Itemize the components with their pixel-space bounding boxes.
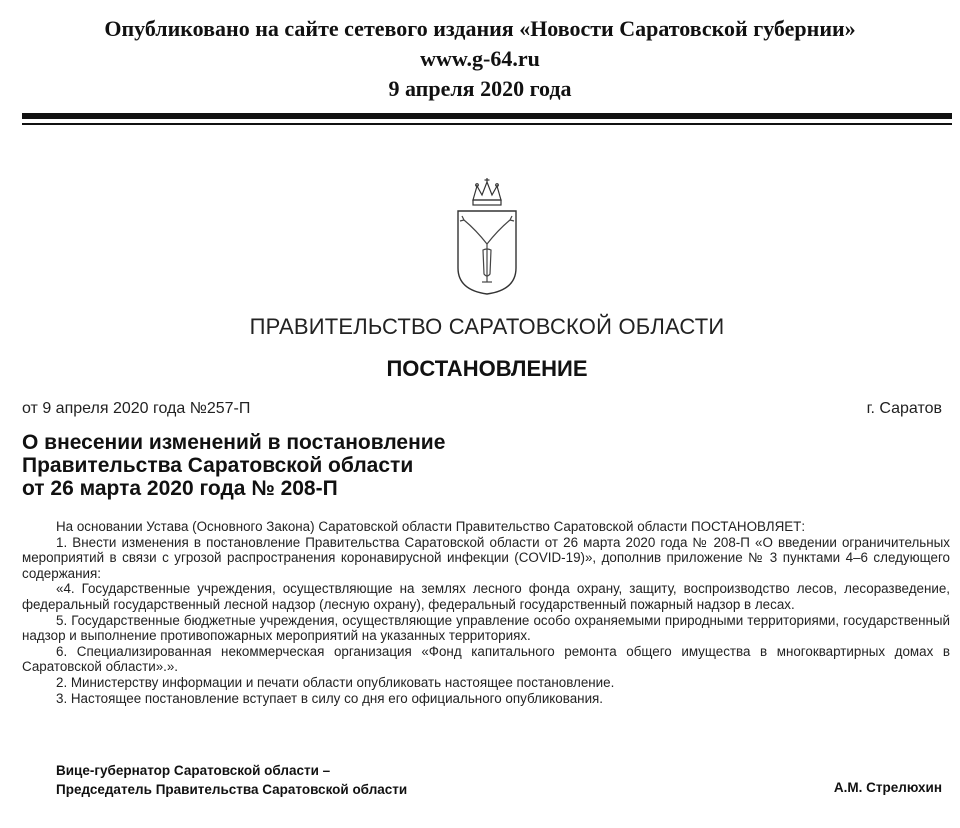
saratov-coat-of-arms-icon [446,178,528,301]
document-type: ПОСТАНОВЛЕНИЕ [386,356,588,381]
body-paragraph: 2. Министерству информации и печати области опубликовать настоящее постановление. [56,674,615,690]
signatory-position-line: Председатель Правительства Саратовской области [56,782,408,797]
signatory-position [56,761,407,799]
body-paragraph: 5. Государственные бюджетные учреждения, осуществляющие управление особо охраняемыми природными территориями, государственный надзор и выполнение противопожарных мероприятий на указанных территориях. [22,612,950,644]
decree-body [22,519,950,706]
signatory-position-line: Вице-губернатор Саратовской области – [56,763,331,778]
decree-city: г. Саратов [866,400,942,417]
government-title: ПРАВИТЕЛЬСТВО САРАТОВСКОЙ ОБЛАСТИ [249,314,725,339]
publication-date: 9 апреля 2020 года [388,76,572,101]
decree-title-line: О внесении изменений в постановление [22,431,446,454]
decree-title-line: Правительства Саратовской области [22,454,414,477]
decree-date-number: от 9 апреля 2020 года №257-П [22,400,251,417]
body-paragraph: 6. Специализированная некоммерческая организация «Фонд капитального ремонта общего имущества в многоквартирных домах в Саратовской области».». [22,643,950,675]
body-paragraph: 3. Настоящее постановление вступает в силу со дня его официального опубликования. [56,690,604,706]
body-paragraph: 1. Внести изменения в постановление Правительства Саратовской области от 26 марта 2020 года № 208-П «О введении ограничительных мероприятий в связи с угрозой распространения коронавирусной инфекции (COVID-19)», дополнив приложение № 3 пунктами 4–6 следующего содержания: [22,534,950,581]
body-paragraph: На основании Устава (Основного Закона) Саратовской области Правительство Саратовской области ПОСТАНОВЛЯЕТ: [56,519,806,534]
header-divider-thick [22,113,952,119]
decree-title-line: от 26 марта 2020 года № 208-П [22,477,338,500]
body-paragraph: «4. Государственные учреждения, осуществляющие на землях лесного фонда охрану, защиту, воспроизводство лесов, лесоразведение, федеральный государственный лесной надзор (лесную охрану), федеральный государственный пожарный надзор в лесах. [22,581,950,612]
header-divider-thin [22,123,952,125]
publication-site: www.g-64.ru [420,46,540,71]
signatory-name: А.М. Стрелюхин [833,780,942,795]
publication-notice: Опубликовано на сайте сетевого издания «Новости Саратовской губернии» [104,16,856,41]
decree-title [22,431,445,500]
